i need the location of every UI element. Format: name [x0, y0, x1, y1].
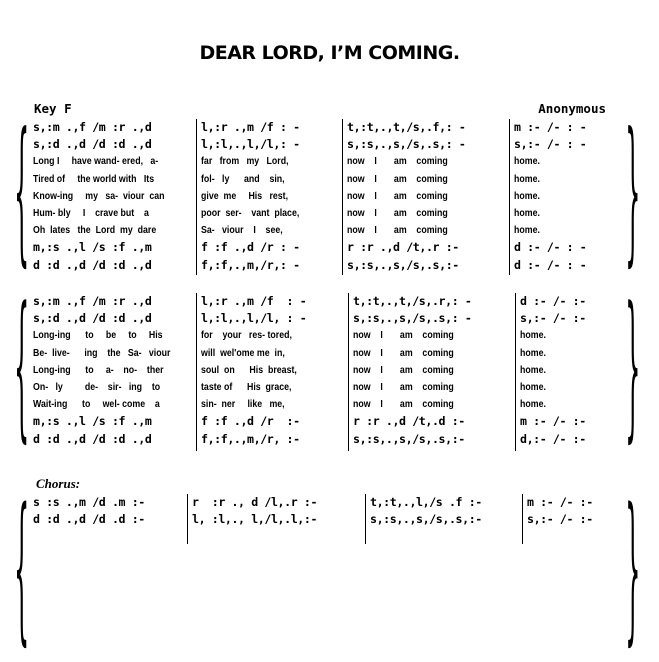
bar-line — [342, 119, 343, 275]
lyric-line: home. — [520, 399, 546, 411]
solfa-line: l,:l,.,l,/l,: - — [201, 137, 300, 152]
measure-1 — [33, 494, 183, 528]
lyric-line: now I am coming — [353, 381, 454, 393]
lyric-line: Hum- bly I crave but a — [33, 207, 149, 219]
lyric-line: Long I have wand- ered, a- — [33, 156, 159, 168]
lyric-line: now I am coming — [347, 207, 448, 219]
chorus-label: Chorus: — [36, 476, 81, 491]
left-brace-icon: { — [14, 478, 30, 662]
lyric-line: home. — [514, 225, 540, 237]
lyric-line: Be- live- ing the Sa- viour — [33, 347, 171, 359]
right-brace-icon: } — [624, 277, 640, 459]
lyric-line: now I am coming — [347, 225, 448, 237]
lyric-line: poor ser- vant place, — [201, 207, 300, 219]
song-title: DEAR LORD, I’M COMING. — [199, 42, 460, 64]
measure-1 — [33, 293, 193, 448]
solfa-line: t,:t,.,t,/s,.f,: - — [347, 120, 466, 134]
bar-line — [515, 293, 516, 451]
lyric-line: for your res- tored, — [201, 330, 292, 342]
lyric-line: Oh lates the Lord my dare — [33, 225, 157, 237]
solfa-line: f,:f,.,m,/r,: - — [201, 257, 300, 272]
solfa-line: r :r ., d /l,.r :- — [192, 495, 318, 509]
lyric-line: now I am coming — [347, 173, 448, 185]
lyric-line: will wel'ome me in, — [201, 347, 285, 359]
solfa-line: l,:r .,m /f : - — [201, 120, 300, 134]
lyric-line: fol- ly and sin, — [201, 173, 285, 185]
solfa-line: s,:s,.,s,/s,.s,:- — [347, 257, 459, 272]
lyric-line: now I am coming — [353, 330, 454, 342]
measure-4 — [527, 494, 637, 528]
lyric-line: home. — [514, 207, 540, 219]
right-brace-icon: } — [624, 478, 640, 662]
measure-2 — [201, 119, 341, 274]
lyric-line: On- ly de- sir- ing to — [33, 381, 161, 393]
solfa-line: r :r .,d /t,.r :- — [347, 240, 459, 255]
solfa-line: s,:d .,d /d :d .,d — [33, 311, 152, 326]
lyric-line: now I am coming — [353, 347, 454, 359]
measure-4 — [520, 293, 630, 448]
lyric-line: now I am coming — [353, 364, 454, 376]
solfa-line: s,:m .,f /m :r .,d — [33, 120, 152, 134]
solfa-line: s,:- /- :- — [520, 311, 586, 326]
solfa-line: d :- /- :- — [520, 294, 586, 308]
solfa-line: d :d .,d /d :d .,d — [33, 431, 152, 446]
lyric-line: home. — [520, 381, 546, 393]
solfa-line: l,:r .,m /f : - — [201, 294, 307, 308]
solfa-line: d :d .,d /d :d .,d — [33, 257, 152, 272]
author: Anonymous — [538, 101, 606, 116]
solfa-line: f :f .,d /r : - — [201, 240, 300, 255]
lyric-line: Tired of the world with Its — [33, 173, 155, 185]
lyric-line: Sa- viour I see, — [201, 225, 283, 237]
solfa-line: d :- /- : - — [514, 257, 587, 272]
solfa-line: f :f .,d /r :- — [201, 414, 300, 429]
solfa-line: m :- /- :- — [520, 414, 586, 429]
lyric-line: Long-ing to a- no- ther — [33, 364, 164, 376]
solfa-line: s,:- /- :- — [527, 512, 593, 527]
solfa-line: s,:- /- : - — [514, 137, 587, 152]
solfa-line: s,:s,.,s,/s,.s,:- — [353, 431, 465, 446]
solfa-line: m,:s .,l /s :f .,m — [33, 240, 152, 255]
lyric-line: now I am coming — [353, 399, 454, 411]
lyric-line: home. — [514, 190, 540, 202]
bar-line — [509, 119, 510, 275]
key-signature: Key F — [34, 101, 72, 116]
lyric-line: give me His rest, — [201, 190, 289, 202]
solfa-line: m :- /- :- — [527, 495, 593, 509]
solfa-line: f,:f,.,m,/r, :- — [201, 431, 300, 446]
lyric-line: home. — [514, 156, 540, 168]
lyric-line: home. — [520, 364, 546, 376]
solfa-line: d :d .,d /d .d :- — [33, 512, 145, 527]
left-brace-icon: { — [14, 277, 30, 459]
lyric-line: taste of His grace, — [201, 381, 292, 393]
lyric-line: home. — [520, 347, 546, 359]
lyric-line: home. — [514, 173, 540, 185]
right-brace-icon: } — [624, 103, 640, 283]
measure-2 — [192, 494, 357, 528]
solfa-line: s,:s,.,s,/s,.s,:- — [370, 512, 482, 527]
measure-3 — [370, 494, 520, 528]
solfa-line: s,:s,.,s,/s,.s,: - — [353, 311, 472, 326]
solfa-line: s,:d .,d /d :d .,d — [33, 137, 152, 152]
solfa-line: d,:- /- :- — [520, 431, 586, 446]
solfa-line: m :- /- : - — [514, 120, 587, 134]
solfa-line: s :s .,m /d .m :- — [33, 495, 145, 509]
lyric-line: Know-ing my sa- viour can — [33, 190, 165, 202]
lyric-line: now I am coming — [347, 156, 448, 168]
left-brace-icon: { — [14, 103, 30, 283]
bar-line — [196, 293, 197, 451]
measure-1 — [33, 119, 193, 274]
measure-3 — [347, 119, 502, 274]
lyric-line: home. — [520, 330, 546, 342]
lyric-line: soul on His breast, — [201, 364, 297, 376]
measure-3 — [353, 293, 513, 448]
solfa-line: l, :l,., l,/l,.l,:- — [192, 512, 318, 527]
solfa-line: d :- /- : - — [514, 240, 587, 255]
lyric-line: now I am coming — [347, 190, 448, 202]
solfa-line: r :r .,d /t,.d :- — [353, 414, 465, 429]
lyric-line: far from my Lord, — [201, 156, 289, 168]
solfa-line: s,:m .,f /m :r .,d — [33, 294, 152, 308]
solfa-line: m,:s .,l /s :f .,m — [33, 414, 152, 429]
solfa-line: s,:s,.,s,/s,.s,: - — [347, 137, 466, 152]
solfa-line: l,:l,.,l,/l, : - — [201, 311, 307, 326]
solfa-line: t,:t,.,l,/s .f :- — [370, 495, 482, 509]
lyric-line: Wait-ing to wel- come a — [33, 399, 160, 411]
measure-2 — [201, 293, 341, 448]
measure-4 — [514, 119, 624, 274]
lyric-line: sin- ner like me, — [201, 399, 285, 411]
solfa-line: t,:t,.,t,/s,.r,: - — [353, 294, 472, 308]
system-2 — [14, 277, 640, 459]
bar-line — [348, 293, 349, 451]
lyric-line: Long-ing to be to His — [33, 330, 163, 342]
bar-line — [196, 119, 197, 275]
